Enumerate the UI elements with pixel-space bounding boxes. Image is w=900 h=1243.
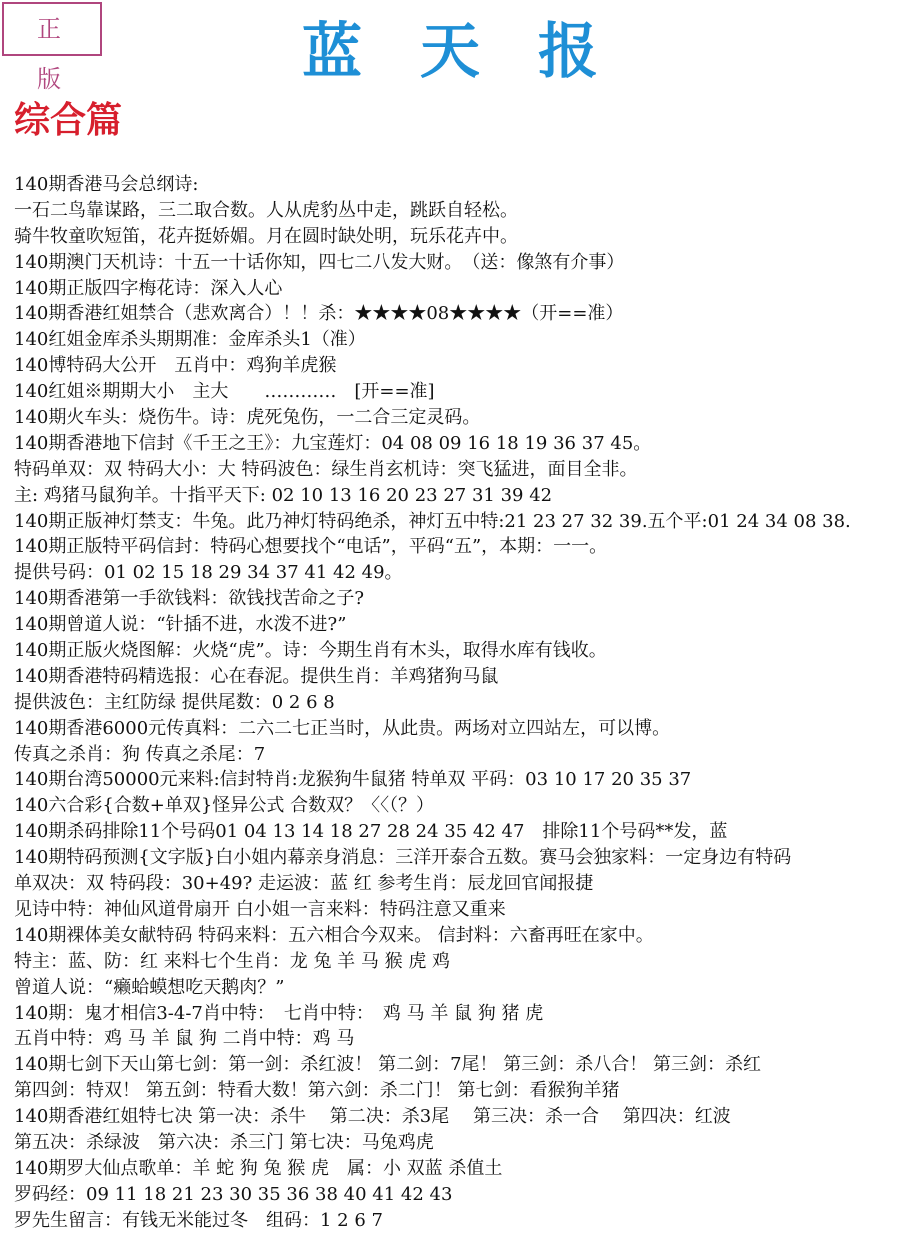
text-line: 传真之杀肖：狗 传真之杀尾：7 bbox=[14, 743, 266, 765]
text-line: 五肖中特：鸡 马 羊 鼠 狗 二肖中特：鸡 马 bbox=[14, 1028, 355, 1050]
text-line: 140期罗大仙点歌单：羊 蛇 狗 兔 猴 虎 属：小 双蓝 杀值土 bbox=[14, 1157, 503, 1179]
text-line: 140期香港6000元传真料：二六二七正当时，从此贵。两场对立四站左，可以博。 bbox=[14, 717, 671, 739]
text-line: 特码单双：双 特码大小：大 特码波色：绿生肖玄机诗：突飞猛进，面目全非。 bbox=[14, 458, 638, 480]
text-line: 罗码经：09 11 18 21 23 30 35 36 38 40 41 42 43 bbox=[14, 1183, 453, 1205]
text-line: 提供波色：主红防绿 提供尾数：0 2 6 8 bbox=[14, 691, 335, 713]
text-line: 140期香港地下信封《千王之王》：九宝莲灯：04 08 09 16 18 19 36 37 45。 bbox=[14, 432, 652, 454]
authentic-edition-badge: 正 版 bbox=[2, 2, 102, 56]
text-line: 140六合彩{合数+单双}怪异公式 合数双？〈〈（？） bbox=[14, 795, 435, 817]
text-line: 140期香港红姐禁合（悲欢离合）！！杀：★★★★08★★★★（开==准） bbox=[14, 303, 624, 325]
text-line: 140期澳门天机诗：十五一十话你知，四七二八发大财。 （送：像煞有介事） bbox=[14, 251, 625, 273]
text-line: 140期杀码排除11个号码01 04 13 14 18 27 28 24 35 42 47 排除11个号码**发，蓝 bbox=[14, 821, 728, 843]
text-line: 140期特码预测{文字版}白小姐内幕亲身消息：三洋开泰合五数。赛马会独家料：一定身边有特码 bbox=[14, 847, 792, 869]
article-body bbox=[14, 172, 898, 1234]
text-line: 140期香港特码精选报：心在春泥。提供生肖：羊鸡猪狗马鼠 bbox=[14, 665, 499, 687]
text-line: 140期香港马会总纲诗: bbox=[14, 174, 199, 195]
text-line: 单双决：双 特码段：30+49? 走运波：蓝 红 参考生肖：辰龙回官闻报捷 bbox=[14, 873, 594, 895]
text-line: 见诗中特：神仙风道骨扇开 白小姐一言来料：特码注意又重来 bbox=[14, 898, 506, 920]
text-line: 140期：鬼才相信3-4-7肖中特： 七肖中特： 鸡 马 羊 鼠 狗 猪 虎 bbox=[14, 1002, 544, 1024]
text-line: 曾道人说：“癞蛤蟆想吃天鹅肉？” bbox=[14, 976, 285, 998]
section-heading: 综合篇 bbox=[14, 99, 123, 141]
text-line: 140期火车头：烧伤牛。诗：虎死兔伤，一二合三定灵码。 bbox=[14, 407, 481, 429]
text-line: 提供号码：01 02 15 18 29 34 37 41 42 49。 bbox=[14, 562, 403, 584]
text-line: 140期正版四字梅花诗：深入人心 bbox=[14, 277, 283, 299]
text-line: 140博特码大公开 五肖中：鸡狗羊虎猴 bbox=[14, 355, 337, 377]
text-line: 140期正版特平码信封：特码心想要找个“电话”，平码“五”，本期：一一。 bbox=[14, 536, 608, 558]
text-line: 140红姐※期期大小 主大 ………… [开==准] bbox=[14, 381, 435, 403]
text-line: 罗先生留言：有钱无米能过冬 组码：1 2 6 7 bbox=[14, 1209, 383, 1231]
text-line: 140期正版火烧图解：火烧“虎”。诗：今期生肖有木头，取得水库有钱收。 bbox=[14, 640, 607, 662]
text-line: 骑牛牧童吹短笛，花卉挺娇媚。月在圆时缺处明，玩乐花卉中。 bbox=[14, 225, 518, 247]
newspaper-title: 蓝天报 bbox=[302, 17, 656, 87]
text-line: 140红姐金库杀头期期准：金库杀头1（准） bbox=[14, 329, 366, 351]
text-line: 特主：蓝、防：红 来料七个生肖：龙 兔 羊 马 猴 虎 鸡 bbox=[14, 950, 451, 972]
text-line: 主: 鸡猪马鼠狗羊。十指平天下: 02 10 13 16 20 23 27 31 39 42 bbox=[14, 484, 553, 506]
text-line: 一石二鸟靠谋路，三二取合数。人从虎豹丛中走，跳跃自轻松。 bbox=[14, 199, 518, 221]
text-line: 第四剑：特双！ 第五剑：特看大数！第六剑：杀二门！ 第七剑：看猴狗羊猪 bbox=[14, 1080, 620, 1102]
text-line: 140期曾道人说：“针插不进，水泼不进?” bbox=[14, 614, 347, 636]
text-line: 第五决：杀绿波 第六决：杀三门 第七决：马兔鸡虎 bbox=[14, 1131, 434, 1153]
text-line: 140期正版神灯禁支：牛兔。此乃神灯特码绝杀，神灯五中特:21 23 27 32 39.五个平:01 24 34 08 38. bbox=[14, 510, 851, 532]
text-line: 140期裸体美女献特码 特码来料：五六相合今双来。 信封料：六畜再旺在家中。 bbox=[14, 924, 654, 946]
text-line: 140期香港第一手欲钱料：欲钱找苦命之子? bbox=[14, 588, 365, 610]
text-line: 140期香港红姐特七决 第一决：杀牛 第二决：杀3尾 第三决：杀一合 第四决：红波 bbox=[14, 1106, 731, 1128]
text-line: 140期台湾50000元来料:信封特肖:龙猴狗牛鼠猪 特单双 平码：03 10 17 20 35 37 bbox=[14, 769, 692, 791]
text-line: 140期七剑下天山第七剑：第一剑：杀红波！ 第二剑：7尾！ 第三剑：杀八合！ 第三剑：杀红 bbox=[14, 1054, 761, 1076]
